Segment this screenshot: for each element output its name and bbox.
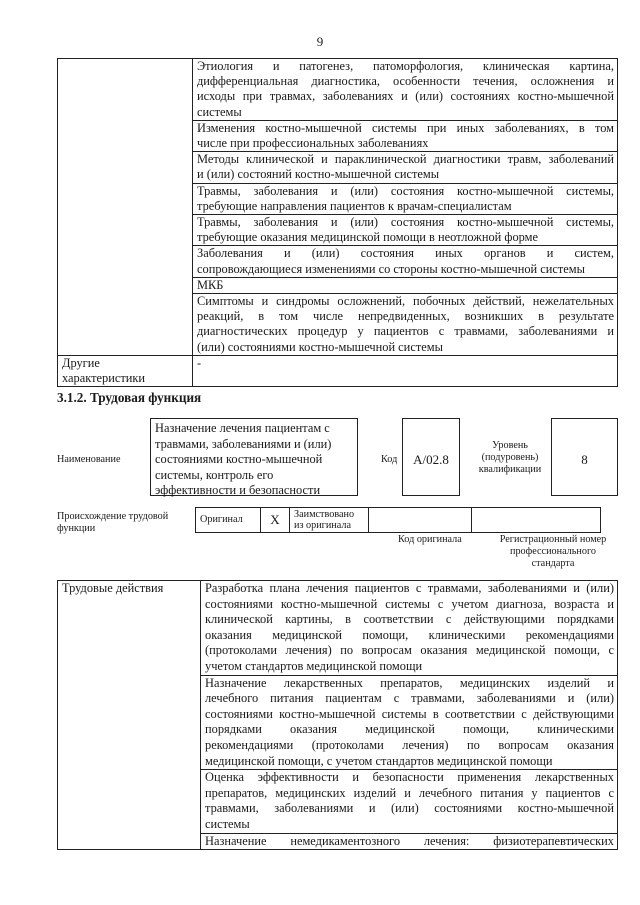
function-name-box: Назначение лечения пациентам с травмами, заболеваниями и (или) состояниями костно-мышечной системы, контроль его эффективности и безопасности <box>150 418 358 496</box>
knowledge-cell: Травмы, заболевания и (или) состояния костно-мышечной системы, требующие оказания медицинской помощи в неотложной форме <box>193 215 618 246</box>
other-characteristics-label: Другие характеристики <box>58 355 193 386</box>
labor-actions-table <box>57 580 618 850</box>
table-row <box>196 508 601 533</box>
knowledge-cell: Методы клинической и параклинической диагностики травм, заболеваний и (или) состояний костно-мышечной системы <box>193 152 618 183</box>
code-original-cell <box>369 508 472 533</box>
labor-action-cell: Назначение лекарственных препаратов, медицинских изделий и лечебного питания пациентам с травмами, заболеваниями и (или) состояниями костно-мышечной системы в соответствии с действующими порядками оказания медицинской помощи, клиническими рекомендациями (протоколами лечения) по вопросам оказания медицинской помощи, с учетом стандартов медицинской помощи <box>201 675 618 770</box>
knowledge-cell: Травмы, заболевания и (или) состояния костно-мышечной системы, требующие направления пациентов к врачам-специалистам <box>193 183 618 214</box>
borrowed-label-cell: Заимствовано из оригинала <box>290 508 369 533</box>
name-label: Наименование <box>57 454 121 465</box>
knowledge-cell: Заболевания и (или) состояния иных органов и систем, сопровождающиеся изменениями со стороны костно-мышечной системы <box>193 246 618 277</box>
code-label: Код <box>381 454 398 465</box>
original-mark-cell: X <box>261 508 290 533</box>
labor-action-cell: Оценка эффективности и безопасности применения лекарственных препаратов, медицинских изделий и лечебного питания у пациентов с травмами, заболеваниями и (или) состояниями костно-мышечной системы <box>201 770 618 833</box>
registration-number-label: Регистрационный номер профессионального стандарта <box>499 534 607 569</box>
knowledge-cell: Изменения костно-мышечной системы при иных заболеваниях, в том числе при профессиональных заболеваниях <box>193 120 618 151</box>
original-label-cell: Оригинал <box>196 508 261 533</box>
other-characteristics-value: - <box>193 355 618 386</box>
function-code-box: A/02.8 <box>402 418 460 496</box>
knowledge-cell: Симптомы и синдромы осложнений, побочных действий, нежелательных реакций, в том числе непредвиденных, возникших в результате диагностических процедур у пациентов с травмами, заболеваниями и (или) состояниями костно-мышечной системы <box>193 294 618 356</box>
origin-table <box>195 507 601 533</box>
page-number: 9 <box>316 34 324 49</box>
table-row <box>58 59 618 121</box>
qualification-level-box: 8 <box>551 418 618 496</box>
qualification-level-label: Уровень (подуровень) квалификации <box>478 440 542 475</box>
labor-action-cell: Назначение немедикаментозного лечения: физиотерапевтических <box>201 833 618 850</box>
knowledge-table <box>57 58 618 387</box>
labor-actions-label: Трудовые действия <box>58 581 201 850</box>
origin-label: Происхождение трудовой функции <box>57 511 169 534</box>
reg-number-cell <box>472 508 601 533</box>
section-heading: 3.1.2. Трудовая функция <box>57 390 202 405</box>
knowledge-cell: МКБ <box>193 277 618 293</box>
knowledge-cell: Этиология и патогенез, патоморфология, клиническая картина, дифференциальная диагностика, особенности течения, осложнения и исходы при травмах, заболеваниях и (или) состояниях костно-мышечной системы <box>193 59 618 121</box>
table-row <box>58 581 618 676</box>
table-row <box>58 355 618 386</box>
knowledge-label-cell <box>58 59 193 356</box>
code-original-label: Код оригинала <box>398 534 462 545</box>
labor-action-cell: Разработка плана лечения пациентов с травмами, заболеваниями и (или) состояниями костно-мышечной системы с учетом диагноза, возраста и клинической картины, в соответствии с действующими порядками оказания медицинской помощи, клиническими рекомендациями (протоколами лечения) по вопросам оказания медицинской помощи, с учетом стандартов медицинской помощи <box>201 581 618 676</box>
